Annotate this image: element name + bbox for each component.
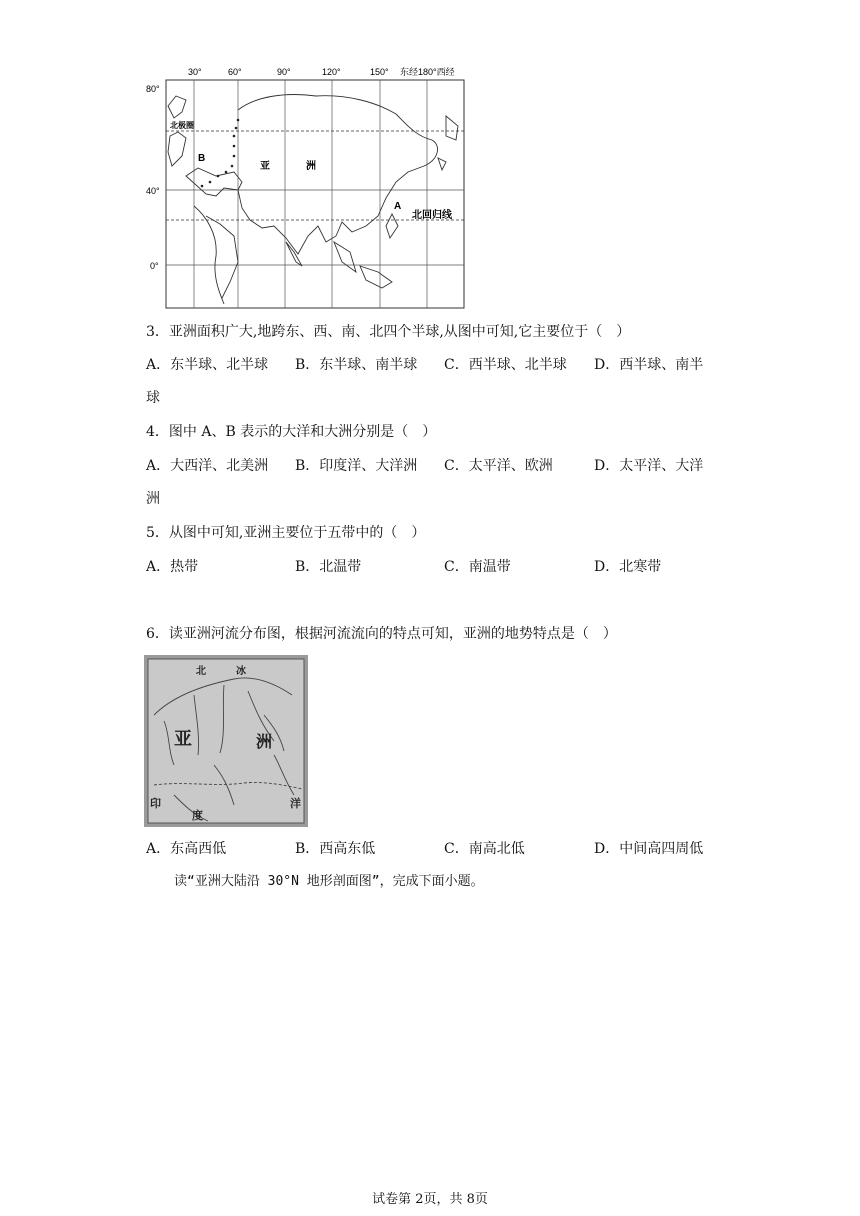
q3-option-d: D．西半球、南半 (594, 357, 704, 373)
q4-option-c: C．太平洋、欧洲 (444, 458, 553, 474)
map2-label-yang: 洋 (290, 797, 301, 810)
q6-option-c: C．南高北低 (444, 841, 525, 857)
lon-label: 60° (228, 67, 242, 77)
lat-label: 80° (146, 84, 160, 94)
question-5-stem: 5．从图中可知,亚洲主要位于五带中的（ ） (146, 525, 426, 541)
lon-label: 150° (370, 67, 389, 77)
asia-location-map (146, 66, 468, 310)
q4-option-d-continued: 洲 (146, 491, 160, 507)
lat-label: 40° (146, 186, 160, 196)
lat-label: 0° (150, 261, 159, 271)
label-a: A (394, 201, 402, 212)
section-intro: 读“亚洲大陆沿 30°N 地形剖面图”，完成下面小题。 (174, 874, 484, 889)
q5-option-c: C．南温带 (444, 559, 511, 575)
page-footer: 试卷第 2页，共 8页 (372, 1192, 488, 1207)
lon-label: 90° (277, 67, 291, 77)
question-6-stem: 6．读亚洲河流分布图，根据河流流向的特点可知，亚洲的地势特点是（ ） (146, 626, 617, 642)
arctic-circle-label: 北极圈 (170, 121, 194, 130)
map2-label-yin: 印 (150, 797, 161, 810)
q3-option-d-continued: 球 (146, 390, 160, 406)
map2-label-asia-1: 亚 (174, 729, 192, 750)
q4-option-b: B．印度洋、大洋洲 (295, 458, 418, 474)
asia-rivers-map (144, 655, 308, 827)
q3-option-b: B．东半球、南半球 (295, 357, 418, 373)
q4-option-a: A．大西洋、北美洲 (146, 458, 269, 474)
label-b: B (198, 153, 206, 164)
lon-label: 东经180°西经 (400, 67, 455, 77)
map2-label-bei: 北 (196, 666, 206, 677)
map2-label-du: 度 (192, 809, 203, 822)
q6-option-a: A．东高西低 (146, 841, 227, 857)
q5-option-a: A．热带 (146, 559, 199, 575)
asia-char-1: 亚 (260, 161, 270, 172)
lon-label: 120° (322, 67, 341, 77)
map2-label-asia-2: 洲 (256, 732, 273, 751)
asia-char-2: 洲 (306, 161, 316, 172)
q3-option-a: A．东半球、北半球 (146, 357, 269, 373)
tropic-label: 北回归线 (412, 210, 452, 221)
q6-option-b: B．西高东低 (295, 841, 376, 857)
q3-option-c: C．西半球、北半球 (444, 357, 567, 373)
q5-option-d: D．北寒带 (594, 559, 662, 575)
question-4-stem: 4．图中 A、B 表示的大洋和大洲分别是（ ） (146, 424, 437, 440)
q5-option-b: B．北温带 (295, 559, 362, 575)
question-3-stem: 3．亚洲面积广大,地跨东、西、南、北四个半球,从图中可知,它主要位于（ ） (146, 324, 631, 340)
q4-option-d: D．太平洋、大洋 (594, 458, 704, 474)
lon-label: 30° (188, 67, 202, 77)
q6-option-d: D．中间高四周低 (594, 841, 704, 857)
map2-label-bing: 冰 (236, 666, 246, 677)
